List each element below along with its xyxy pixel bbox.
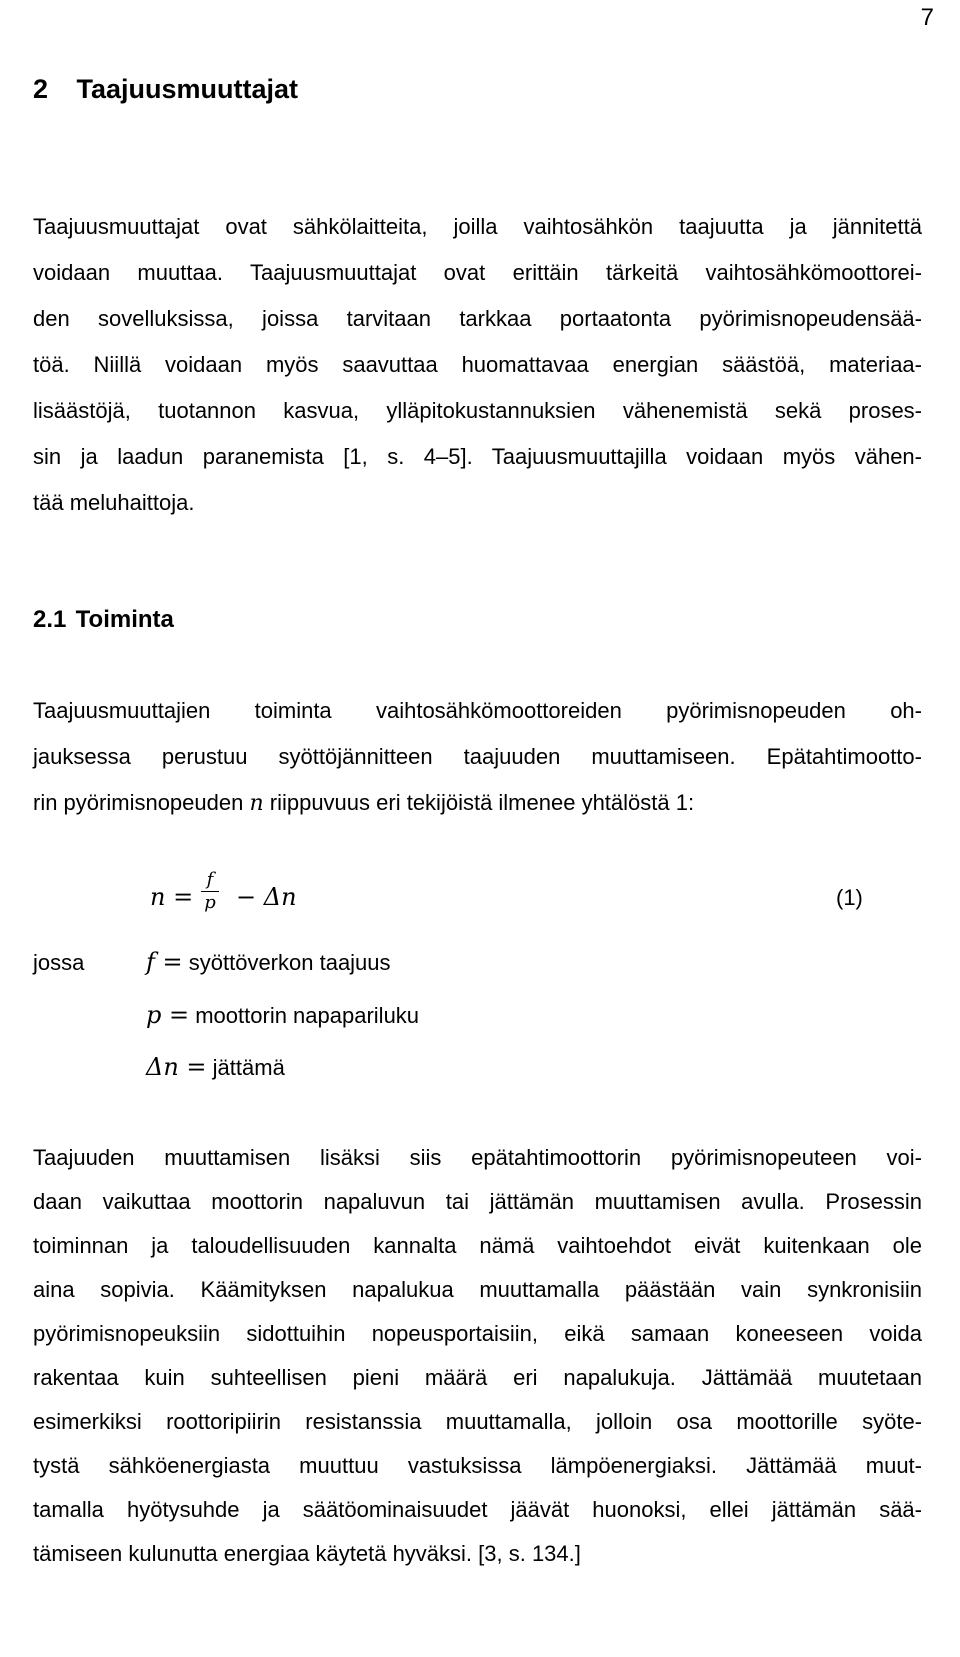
intro-paragraph xyxy=(33,204,922,526)
definition-text: moottorin napapariluku xyxy=(195,1003,420,1028)
text-line: voidaan muuttaa. Taajuusmuuttajat ovat erittäin tärkeitä vaihtosähkömoottorei- xyxy=(33,260,922,285)
text-line: töä. Niillä voidaan myös saavuttaa huomattavaa energian säästöä, materiaa- xyxy=(33,352,922,377)
where-label: jossa xyxy=(33,950,85,975)
text-line: tää meluhaittoja. xyxy=(33,490,195,515)
chapter-title: Taajuusmuuttajat xyxy=(76,74,299,104)
definition-symbol: p = xyxy=(146,1001,190,1029)
final-paragraph xyxy=(33,1136,922,1576)
text-line: rakentaa kuin suhteellisen pieni määrä eri napalukuja. Jättämää muutetaan xyxy=(33,1365,922,1390)
equation-fraction xyxy=(198,870,222,913)
fraction-denominator: p xyxy=(204,892,216,913)
definition-symbol: f = xyxy=(146,948,183,976)
page-number: 7 xyxy=(920,4,934,31)
definition-text: jättämä xyxy=(212,1055,285,1080)
text-line: lisäästöjä, tuotannon kasvua, ylläpitokustannuksien vähenemistä sekä proses- xyxy=(33,398,922,423)
text-line: tämiseen kulunutta energiaa käytetä hyväksi. [3, s. 134.] xyxy=(33,1541,581,1566)
chapter-heading xyxy=(33,74,298,105)
text-line: tystä sähköenergiasta muuttuu vastuksissa lämpöenergiaksi. Jättämää muut- xyxy=(33,1453,922,1478)
text-line: tamalla hyötysuhde ja säätöominaisuudet jäävät huonoksi, ellei jättämän sää- xyxy=(33,1497,922,1522)
text-line: pyörimisnopeuksiin sidottuihin nopeusportaisiin, eikä samaan koneeseen voida xyxy=(33,1321,922,1346)
equation-lhs: n = xyxy=(150,883,194,911)
text-line: den sovelluksissa, joissa tarvitaan tarkkaa portaatonta pyörimisnopeudensää- xyxy=(33,306,922,331)
text-line: toiminnan ja taloudellisuuden kannalta nämä vaihtoehdot eivät kuitenkaan ole xyxy=(33,1233,922,1258)
text-line: Taajuusmuuttajat ovat sähkölaitteita, joilla vaihtosähkön taajuutta ja jännitettä xyxy=(33,214,922,239)
fraction-numerator: f xyxy=(206,869,214,890)
text-line: Taajuuden muuttamisen lisäksi siis epätahtimoottorin pyörimisnopeuteen voi- xyxy=(33,1145,922,1170)
text-line: daan vaikuttaa moottorin napaluvun tai jättämän muuttamisen avulla. Prosessin xyxy=(33,1189,922,1214)
text-line: Taajuusmuuttajien toiminta vaihtosähkömoottoreiden pyörimisnopeuden oh- xyxy=(33,698,922,723)
section-title: Toiminta xyxy=(75,606,174,633)
text-line: sin ja laadun paranemista [1, s. 4–5]. Taajuusmuuttajilla voidaan myös vähen- xyxy=(33,444,922,469)
equation-rhs: − Δn xyxy=(236,883,297,911)
definition-delta-n xyxy=(146,1053,285,1081)
definition-f xyxy=(146,948,391,976)
section-heading xyxy=(33,606,174,634)
text-line: rin pyörimisnopeuden n riippuvuus eri tekijöistä ilmenee yhtälöstä 1: xyxy=(33,790,695,816)
section-number: 2.1 xyxy=(33,606,67,633)
text-line: aina sopivia. Käämityksen napalukua muuttamalla päästään vain synkronisiin xyxy=(33,1277,922,1302)
toiminta-paragraph xyxy=(33,688,922,826)
definition-symbol: Δn = xyxy=(146,1053,207,1081)
definition-text: syöttöverkon taajuus xyxy=(188,950,391,975)
equation-label: (1) xyxy=(836,885,863,910)
text-line: esimerkiksi roottoripiirin resistanssia muuttamalla, jolloin osa moottorille syöte- xyxy=(33,1409,922,1434)
definition-p xyxy=(146,1001,419,1029)
chapter-number: 2 xyxy=(33,74,49,104)
text-line: jauksessa perustuu syöttöjännitteen taajuuden muuttamiseen. Epätahtimootto- xyxy=(33,744,922,769)
variable-n: n xyxy=(249,791,264,816)
